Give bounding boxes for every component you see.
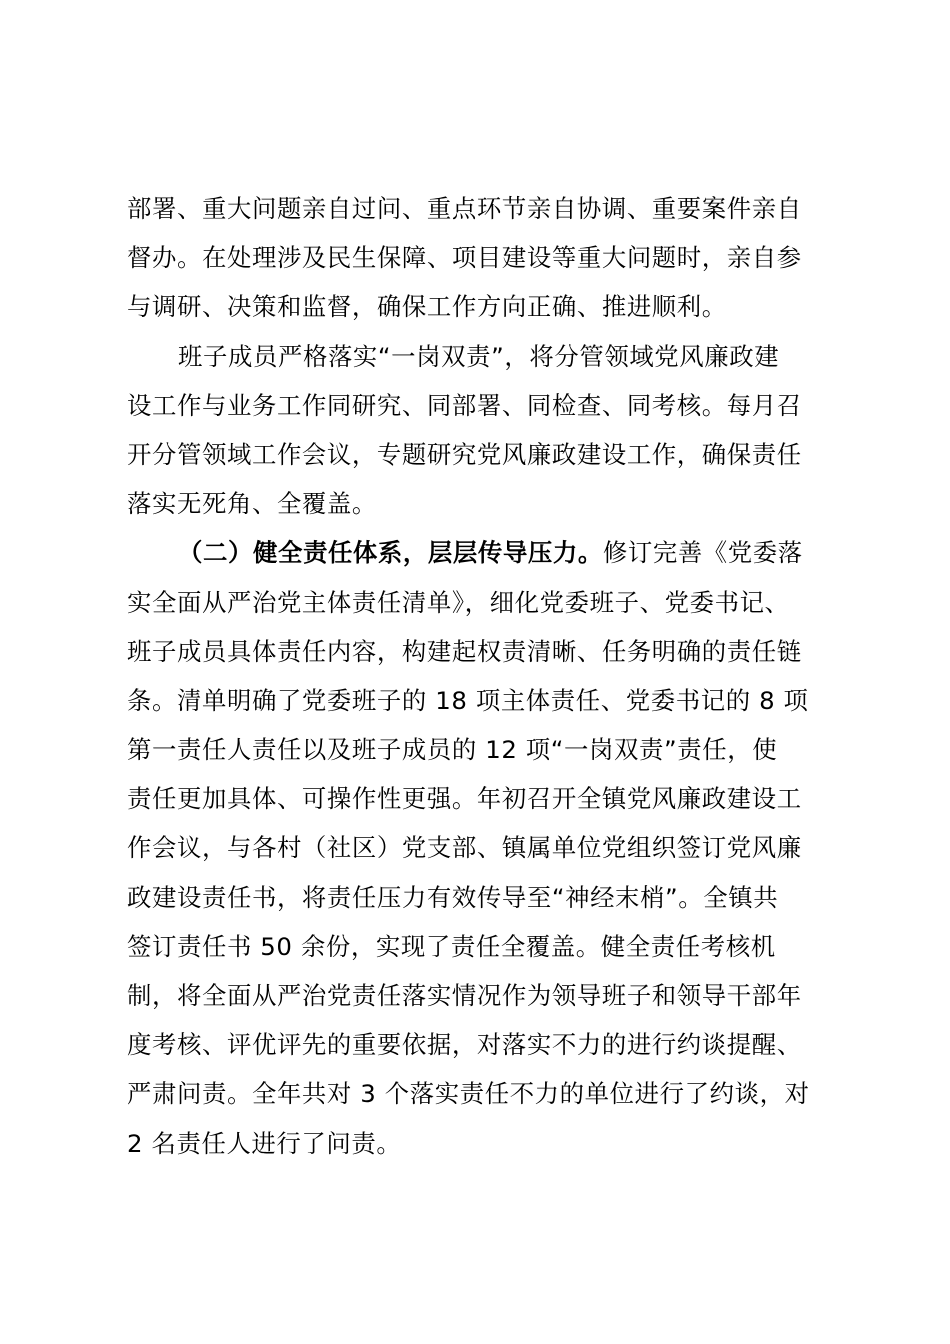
text-line: 2 名责任人进行了问责。 — [127, 1128, 402, 1158]
text-line: 督办。在处理涉及民生保障、项目建设等重大问题时，亲自参 — [127, 243, 802, 273]
paragraph-leadership-duties — [127, 184, 837, 332]
text-line: 作会议，与各村（社区）党支部、镇属单位党组织签订党风廉 — [127, 833, 802, 863]
text-line: 责任更加具体、可操作性更强。年初召开全镇党风廉政建设工 — [127, 784, 802, 814]
text-line: 班子成员严格落实“一岗双责”，将分管领域党风廉政建 — [178, 341, 780, 371]
text-line: 条。清单明确了党委班子的 18 项主体责任、党委书记的 8 项 — [127, 685, 809, 715]
text-line: 政建设责任书，将责任压力有效传导至“神经末梢”。全镇共 — [127, 882, 779, 912]
document-page — [127, 184, 837, 1168]
text-line: 班子成员具体责任内容，构建起权责清晰、任务明确的责任链 — [127, 636, 802, 666]
text-line: 实全面从严治党主体责任清单》，细化党委班子、党委书记、 — [127, 587, 790, 617]
text-line: 制，将全面从严治党责任落实情况作为领导班子和领导干部年 — [127, 981, 802, 1010]
text-line: 第一责任人责任以及班子成员的 12 项“一岗双责”责任，使 — [127, 735, 778, 765]
text-line: 严肃问责。全年共对 3 个落实责任不力的单位进行了约谈，对 — [127, 1079, 810, 1109]
paragraph-team-responsibility — [127, 332, 837, 529]
section-heading: （二）健全责任体系，层层传导压力。 — [178, 538, 603, 568]
text-line: 部署、重大问题亲自过问、重点环节亲自协调、重要案件亲自 — [127, 194, 802, 223]
text-span: 修订完善《党委落 — [602, 538, 803, 568]
text-line: 度考核、评优评先的重要依据，对落实不力的进行约谈提醒、 — [127, 1030, 802, 1060]
paragraph-responsibility-system — [127, 528, 837, 1167]
text-line: 设工作与业务工作同研究、同部署、同检查、同考核。每月召 — [127, 390, 802, 420]
text-line — [127, 528, 837, 577]
text-line: 落实无死角、全覆盖。 — [127, 489, 377, 519]
text-line: 与调研、决策和监督，确保工作方向正确、推进顺利。 — [127, 292, 727, 322]
text-line: 开分管领域工作会议，专题研究党风廉政建设工作，确保责任 — [127, 439, 802, 469]
text-line: 签订责任书 50 余份，实现了责任全覆盖。健全责任考核机 — [127, 931, 776, 961]
